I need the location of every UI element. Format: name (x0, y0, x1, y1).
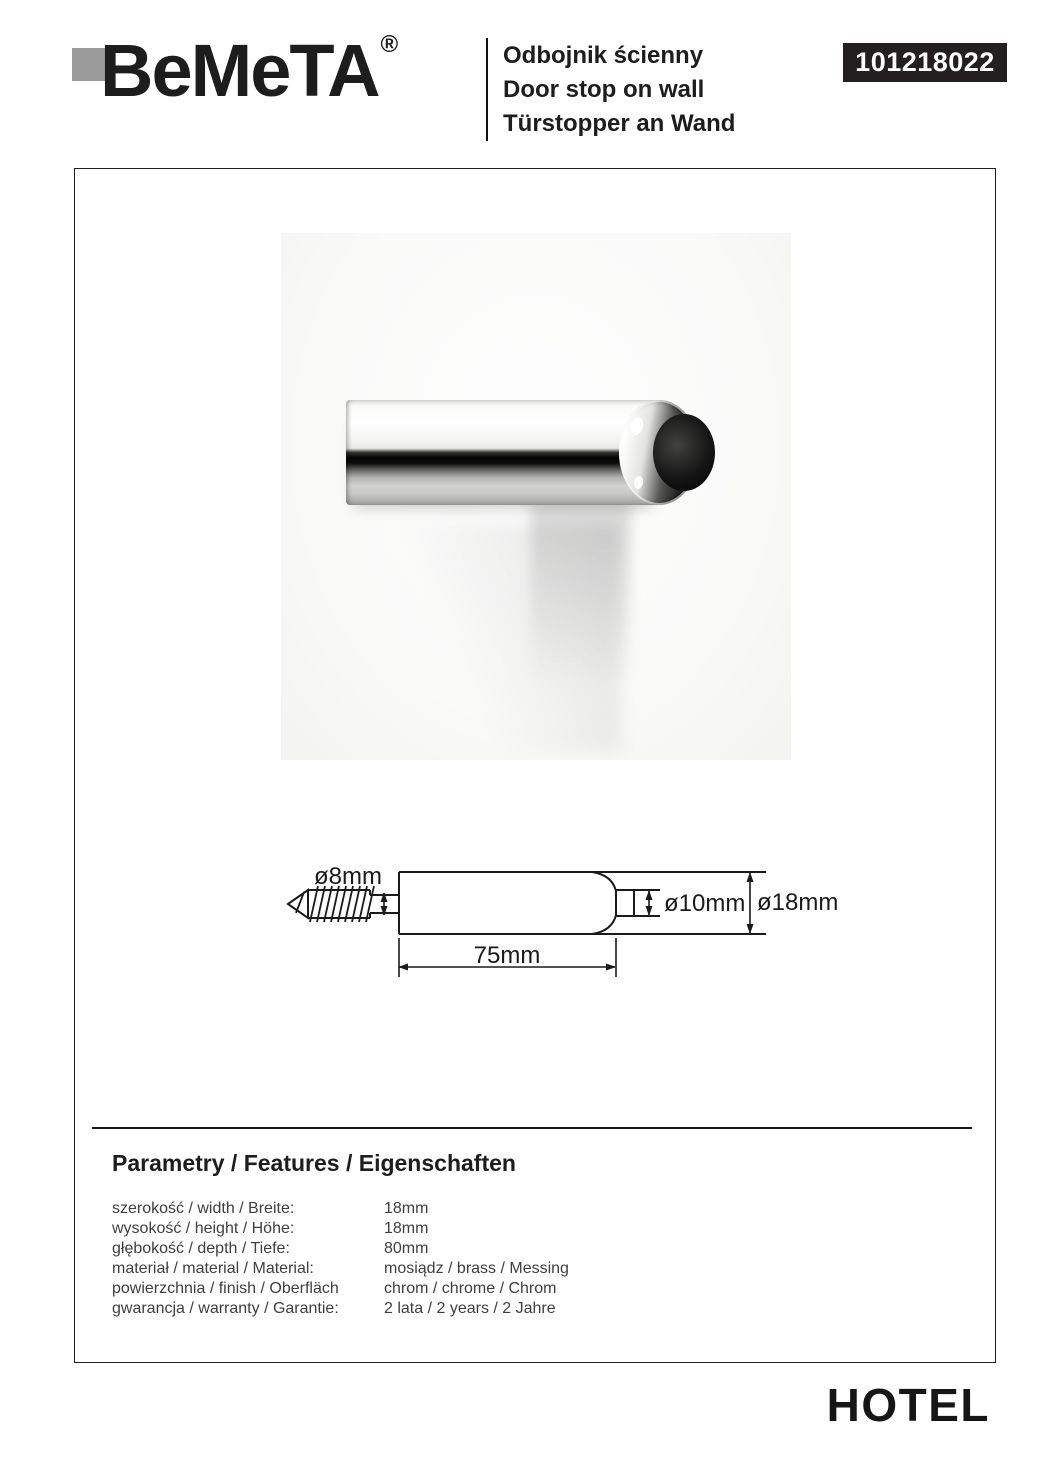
dimension-label-tip: ø10mm (664, 890, 746, 917)
table-row (112, 1259, 569, 1279)
product-title-block (503, 39, 735, 141)
table-row (112, 1299, 569, 1319)
product-code-badge: 101218022 (843, 43, 1007, 82)
dimension-label-screw: ø8mm (314, 863, 382, 890)
spec-value: 80mm (384, 1240, 429, 1257)
dimension-label-body: ø18mm (757, 889, 839, 916)
brand-logo-text: BeMeTA (100, 29, 379, 112)
table-row (112, 1279, 569, 1299)
spec-label: wysokość / height / Höhe: (112, 1220, 295, 1237)
spec-value: chrom / chrome / Chrom (384, 1280, 557, 1297)
table-row (112, 1239, 569, 1259)
spec-label: powierzchnia / finish / Oberfläch (112, 1280, 339, 1297)
specs-table (112, 1199, 569, 1319)
table-row (112, 1199, 569, 1219)
spec-label: gwarancja / warranty / Garantie: (112, 1300, 339, 1317)
spec-label: głębokość / depth / Tiefe: (112, 1240, 290, 1257)
photo-shadow-soft (531, 501, 631, 751)
table-row (112, 1219, 569, 1239)
spec-label: szerokość / width / Breite: (112, 1200, 295, 1217)
spec-value: mosiądz / brass / Messing (384, 1260, 569, 1277)
spec-value: 2 lata / 2 years / 2 Jahre (384, 1300, 556, 1317)
section-divider (92, 1127, 972, 1129)
product-photo (281, 233, 791, 760)
spec-label: materiał / material / Material: (112, 1260, 314, 1277)
spec-value: 18mm (384, 1220, 429, 1237)
header-divider (486, 38, 488, 141)
chrome-cylinder-body (346, 400, 660, 505)
product-title-pl: Odbojnik ścienny (503, 42, 704, 69)
spec-value: 18mm (384, 1200, 429, 1217)
rubber-stop-tip (653, 414, 715, 491)
brand-logo (100, 28, 398, 113)
parameters-heading: Parametry / Features / Eigenschaften (112, 1150, 516, 1176)
collection-name: HOTEL (826, 1379, 990, 1431)
registered-trademark-icon: ® (380, 31, 399, 58)
technical-drawing (280, 850, 840, 985)
product-title-en: Door stop on wall (503, 76, 705, 103)
dimension-lines (384, 873, 750, 977)
dimension-label-length: 75mm (473, 942, 541, 969)
product-title-de: Türstopper an Wand (503, 110, 736, 137)
